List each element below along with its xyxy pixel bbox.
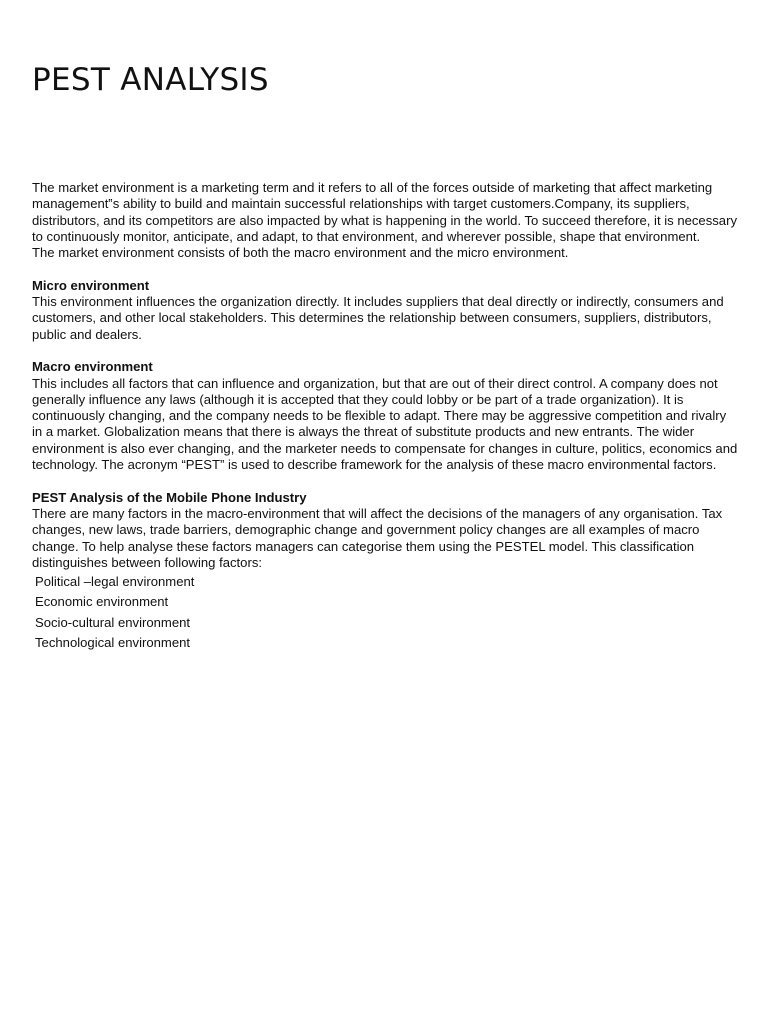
list-item-political: Political –legal environment [35, 574, 195, 590]
spacer [32, 261, 738, 277]
intro-summary-line: The market environment consists of both the macro environment and the micro environment. [32, 245, 569, 261]
spacer [32, 343, 738, 359]
section-text-macro: This includes all factors that can influence and organization, but that are out of their direct control. A company does not generally influence any laws (although it is accepted that they could lobby or be part of a trade organization). It is continuously changing, and the company needs to be flexible to adapt. There may be aggressive competition and rivalry in a market. Globalization means that there is always the threat of substitute products and new entrants. The wider environment is also ever changing, and the marketer needs to compensate for changes in culture, politics, economics and technology. The acronym “PEST” is used to describe framework for the analysis of these macro environmental factors. [32, 375, 738, 473]
document-body [32, 180, 738, 653]
section-text-micro: This environment influences the organization directly. It includes suppliers that deal directly or indirectly, consumers and customers, and other local stakeholders. This determines the relationship between consumers, suppliers, distributors, public and dealers. [32, 294, 724, 342]
list-item-socio-cultural: Socio-cultural environment [35, 614, 191, 630]
section-heading-micro: Micro environment [32, 277, 150, 293]
section-heading-pest-mobile: PEST Analysis of the Mobile Phone Industry [32, 489, 307, 505]
factor-list [32, 572, 738, 653]
list-item-economic: Economic environment [35, 594, 169, 610]
list-item-technological: Technological environment [35, 634, 191, 650]
spacer [32, 473, 738, 489]
section-text-pest-mobile: There are many factors in the macro-environment that will affect the decisions of the managers of any organisation. Tax changes, new laws, trade barriers, demographic change and government policy changes are all examples of macro change. To help analyse these factors managers can categorise them using the PESTEL model. This classification distinguishes between following factors: [32, 505, 723, 570]
intro-paragraph: The market environment is a marketing term and it refers to all of the forces outside of marketing that affect marketing management‟s ability to build and maintain successful relationships with target customers.Company, its suppliers, distributors, and its competitors are also impacted by what is happening in the world. To succeed therefore, it is necessary to continuously monitor, anticipate, and adapt, to that environment, and wherever possible, shape that environment. [32, 180, 737, 244]
page-title: PEST ANALYSIS [32, 62, 269, 98]
section-heading-macro: Macro environment [32, 359, 153, 375]
